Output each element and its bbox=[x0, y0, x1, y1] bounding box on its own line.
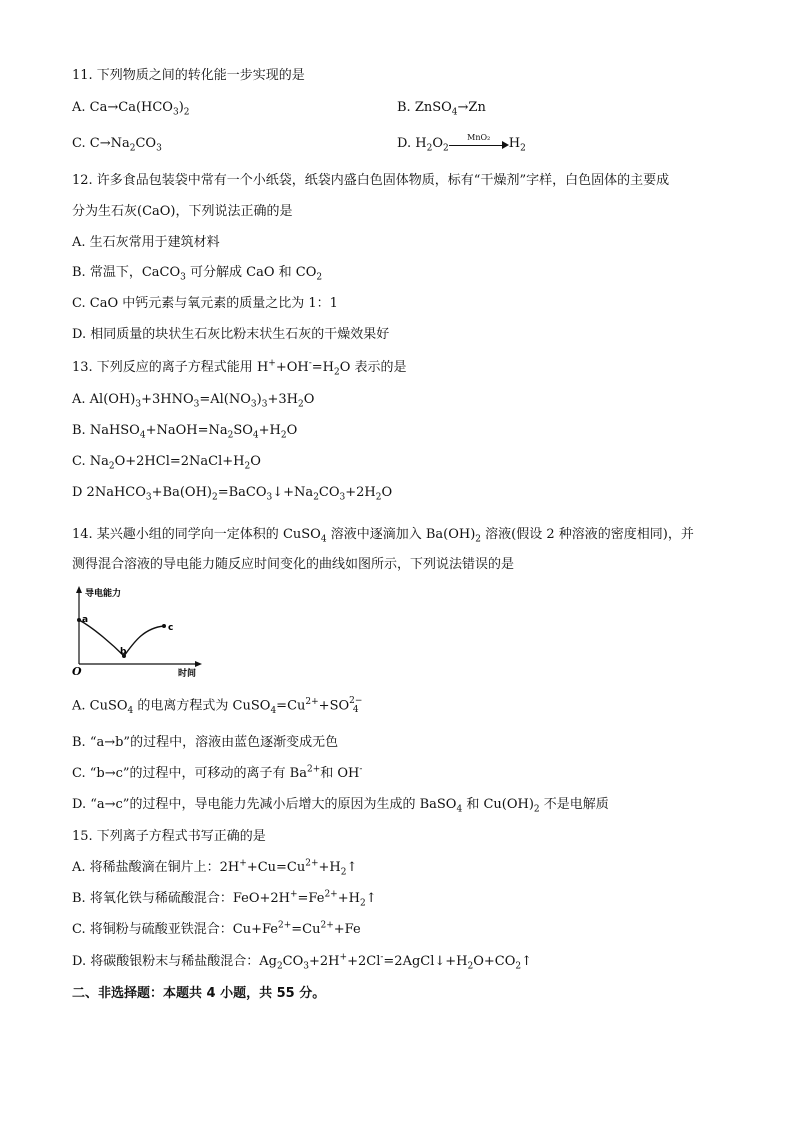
q12-option-d: D. 相同质量的块状生石灰比粉末状生石灰的干燥效果好 bbox=[72, 327, 390, 342]
section-heading: 二、非选择题：本题共 4 小题，共 55 分。 bbox=[72, 986, 326, 1001]
q14-option-d: D. “a→c”的过程中，导电能力先减小后增大的原因为生成的 BaSO$_4$ 和 $Cu(OH)_2$ 不是电解质 bbox=[72, 797, 609, 815]
x-axis-label: 时间 bbox=[178, 669, 197, 679]
origin-label: O bbox=[72, 665, 82, 678]
conductivity-graph-svg bbox=[72, 584, 212, 680]
q15-option-b: B. 将氧化铁与稀硫酸混合：$FeO+2H^+=Fe^{2+}+H_2↑$ bbox=[72, 889, 377, 909]
q13-option-b: B. $NaHSO_4+NaOH=Na_2SO_4+H_2O$ bbox=[72, 423, 298, 441]
q14-option-a: A. CuSO$_4$ 的电离方程式为 $CuSO_4=Cu^{2+}+SO2-$ 4 bbox=[72, 696, 363, 717]
point-b-label: b bbox=[120, 647, 127, 657]
point-c-label: c bbox=[168, 623, 174, 633]
q14-option-c: C. “b→c”的过程中，可移动的离子有 $Ba^{2+}$和 OH- bbox=[72, 764, 363, 781]
q11-option-d: D. $H_2O_2$ MnO₂ $H_2$ bbox=[397, 132, 526, 154]
catalyst-arrow: MnO₂ bbox=[449, 137, 509, 151]
q15-option-a: A. 将稀盐酸滴在铜片上：$2H^++Cu=Cu^{2+}+H_2↑$ bbox=[72, 858, 358, 878]
q11-option-a: A. $Ca\to Ca(HCO_3)_2$ bbox=[72, 100, 190, 118]
x-axis-arrow bbox=[195, 661, 202, 667]
q12-option-a: A. 生石灰常用于建筑材料 bbox=[72, 235, 220, 250]
q14-stem-line1: 14. 某兴趣小组的同学向一定体积的 CuSO$_4$ 溶液中逐滴加入 $Ba(OH)_2$ 溶液(假设 2 种溶液的密度相同)，并 bbox=[72, 527, 694, 545]
q15-option-d: D. 将碳酸银粉末与稀盐酸混合：$Ag_2CO_3+2H^++2Cl^-=2AgCl↓+H_2O+CO_2↑$ bbox=[72, 952, 533, 972]
q13-option-c: C. $Na_2O+2HCl=2NaCl+H_2O$ bbox=[72, 454, 261, 472]
y-axis-label: 导电能力 bbox=[85, 589, 122, 599]
point-c bbox=[162, 624, 166, 628]
q14-stem-line2: 测得混合溶液的导电能力随反应时间变化的曲线如图所示，下列说法错误的是 bbox=[72, 557, 515, 572]
q15-stem: 15. 下列离子方程式书写正确的是 bbox=[72, 829, 266, 844]
q11-option-b: B. ZnSO$_4$→Zn bbox=[397, 100, 486, 118]
q11-option-c: C. $C\to Na_2CO_3$ bbox=[72, 136, 162, 154]
q12-option-c: C. CaO 中钙元素与氧元素的质量之比为 1：1 bbox=[72, 296, 338, 311]
q13-option-a: A. $Al(OH)_3+3HNO_3=Al(NO_3)_3+3H_2O$ bbox=[72, 392, 315, 410]
q13-option-d: D $2NaHCO_3+Ba(OH)_2=BaCO_3↓+Na_2CO_3+2H_2O$ bbox=[72, 485, 393, 503]
q12-stem-line2: 分为生石灰(CaO)，下列说法正确的是 bbox=[72, 204, 293, 219]
y-axis-arrow bbox=[76, 586, 82, 593]
q11-stem: 11. 下列物质之间的转化能一步实现的是 bbox=[72, 68, 305, 83]
q13-stem: 13. 下列反应的离子方程式能用 $H^++OH^-=H_2O$ 表示的是 bbox=[72, 358, 407, 378]
conductivity-graph bbox=[72, 584, 212, 684]
point-a-label: a bbox=[82, 615, 89, 625]
q12-stem-line1: 12. 许多食品包装袋中常有一个小纸袋，纸袋内盛白色固体物质，标有“干燥剂”字样，白色固体的主要成 bbox=[72, 173, 670, 188]
point-a bbox=[77, 618, 81, 622]
q12-option-b: B. 常温下，CaCO$_3$ 可分解成 CaO 和 $CO_2$ bbox=[72, 265, 323, 283]
q14-option-b: B. “a→b”的过程中，溶液由蓝色逐渐变成无色 bbox=[72, 735, 339, 750]
q15-option-c: C. 将铜粉与硫酸亚铁混合：$Cu+Fe^{2+}=Cu^{2+}+Fe$ bbox=[72, 920, 361, 937]
